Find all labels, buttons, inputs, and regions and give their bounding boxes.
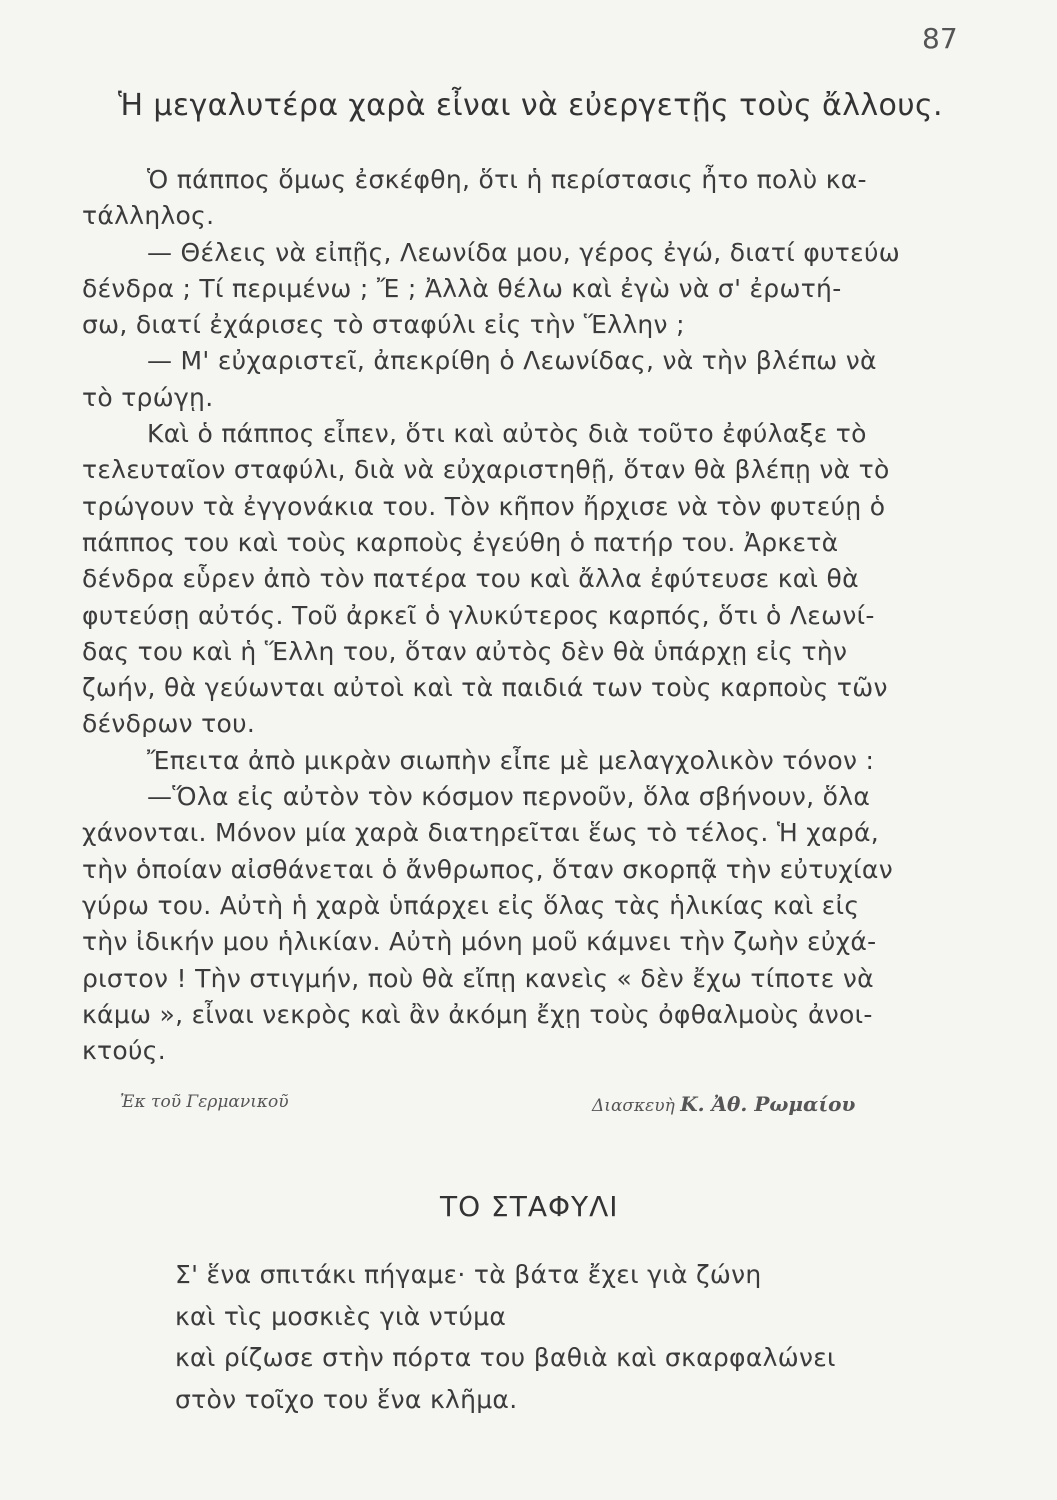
text-line: δας του καὶ ἡ Ἕλλη του, ὅταν αὐτὸς δὲν θὰ ὑπάρχῃ εἰς τὴν	[82, 636, 848, 666]
text-line: γύρω του. Αὐτὴ ἡ χαρὰ ὑπάρχει εἰς ὅλας τὰς ἡλικίας καὶ εἰς	[82, 890, 860, 920]
text-line: Ἔπειτα ἀπὸ μικρὰν σιωπὴν εἶπε μὲ μελαγχολικὸν τόνον :	[147, 745, 875, 775]
adaptation-prefix: Διασκευὴ	[592, 1096, 675, 1116]
poem-line: Σ' ἕνα σπιτάκι πήγαμε· τὰ βάτα ἔχει γιὰ ζώνη	[175, 1260, 762, 1289]
body-text	[82, 162, 962, 1069]
text-line: — Θέλεις νὰ εἰπῇς, Λεωνίδα μου, γέρος ἐγώ, διατί φυτεύω	[147, 237, 900, 267]
text-line: Ὁ πάππος ὅμως ἐσκέφθη, ὅτι ἡ περίστασις ἦτο πολὺ κα-	[147, 165, 867, 194]
source-credit: Ἐκ τοῦ Γερμανικοῦ	[120, 1092, 289, 1112]
text-line: χάνονται. Μόνον μία χαρὰ διατηρεῖται ἕως τὸ τέλος. Ἡ χαρά,	[82, 818, 880, 848]
text-line: τρώγουν τὰ ἐγγονάκια του. Τὸν κῆπον ἤρχισε νὰ τὸν φυτεύῃ ὁ	[82, 491, 886, 521]
text-line: πάππος του καὶ τοὺς καρποὺς ἐγεύθη ὁ πατήρ του. Ἀρκετὰ	[82, 527, 839, 557]
page-number: 87	[922, 22, 958, 55]
text-line: φυτεύσῃ αὐτός. Τοῦ ἀρκεῖ ὁ γλυκύτερος καρπός, ὅτι ὁ Λεωνί-	[82, 600, 875, 630]
text-line: ριστον ! Τὴν στιγμήν, ποὺ θὰ εἴπῃ κανεὶς « δὲν ἔχω τίποτε νὰ	[82, 963, 874, 993]
text-line: —Ὅλα εἰς αὐτὸν τὸν κόσμον περνοῦν, ὅλα σβήνουν, ὅλα	[147, 782, 871, 812]
text-line: τὸ τρώγῃ.	[82, 382, 214, 412]
text-line: σω, διατί ἐχάρισες τὸ σταφύλι εἰς τὴν Ἕλλην ;	[82, 310, 685, 340]
text-line: ζωήν, θὰ γεύωνται αὐτοὶ καὶ τὰ παιδιά των τοὺς καρποὺς τῶν	[82, 673, 888, 703]
text-line: κάμω », εἶναι νεκρὸς καὶ ἂν ἀκόμη ἔχῃ τοὺς ὀφθαλμοὺς ἀνοι-	[82, 999, 873, 1029]
poem-line: καὶ ρίζωσε στὴν πόρτα του βαθιὰ καὶ σκαρφαλώνει	[175, 1343, 836, 1372]
section-heading: Ἡ μεγαλυτέρα χαρὰ εἶναι νὰ εὐεργετῇς τοὺς ἄλλους.	[118, 88, 943, 123]
poem-line: στὸν τοῖχο του ἕνα κλῆμα.	[175, 1384, 518, 1414]
text-line: τὴν ἰδικήν μου ἡλικίαν. Αὐτὴ μόνη μοῦ κάμνει τὴν ζωὴν εὐχά-	[82, 927, 877, 957]
text-line: τὴν ὁποίαν αἰσθάνεται ὁ ἄνθρωπος, ὅταν σκορπᾷ τὴν εὐτυχίαν	[82, 854, 893, 884]
text-line: — Μ' εὐχαριστεῖ, ἀπεκρίθη ὁ Λεωνίδας, νὰ τὴν βλέπω νὰ	[147, 346, 877, 376]
poem-title: ΤΟ ΣΤΑΦΥΛΙ	[440, 1190, 619, 1223]
text-line: τελευταῖον σταφύλι, διὰ νὰ εὐχαριστηθῇ, ὅταν θὰ βλέπῃ νὰ τὸ	[82, 455, 890, 485]
text-line: τάλληλος.	[82, 201, 215, 231]
text-line: δένδρα εὗρεν ἀπὸ τὸν πατέρα του καὶ ἄλλα ἐφύτευσε καὶ θὰ	[82, 564, 859, 594]
text-line: Καὶ ὁ πάππος εἶπεν, ὅτι καὶ αὐτὸς διὰ τοῦτο ἐφύλαξε τὸ	[147, 419, 867, 449]
text-line: δένδρα ; Τί περιμένω ; Ἔ ; Ἀλλὰ θέλω καὶ ἐγὼ νὰ σ' ἐρωτή-	[82, 273, 842, 303]
poem-line: καὶ τὶς μοσκιὲς γιὰ ντύμα	[175, 1301, 507, 1331]
text-line: δένδρων του.	[82, 709, 256, 739]
adaptation-credit	[592, 1092, 855, 1116]
poem	[175, 1254, 836, 1420]
text-line: κτούς.	[82, 1036, 166, 1066]
adaptation-author: Κ. Ἀθ. Ρωμαίου	[680, 1092, 856, 1116]
